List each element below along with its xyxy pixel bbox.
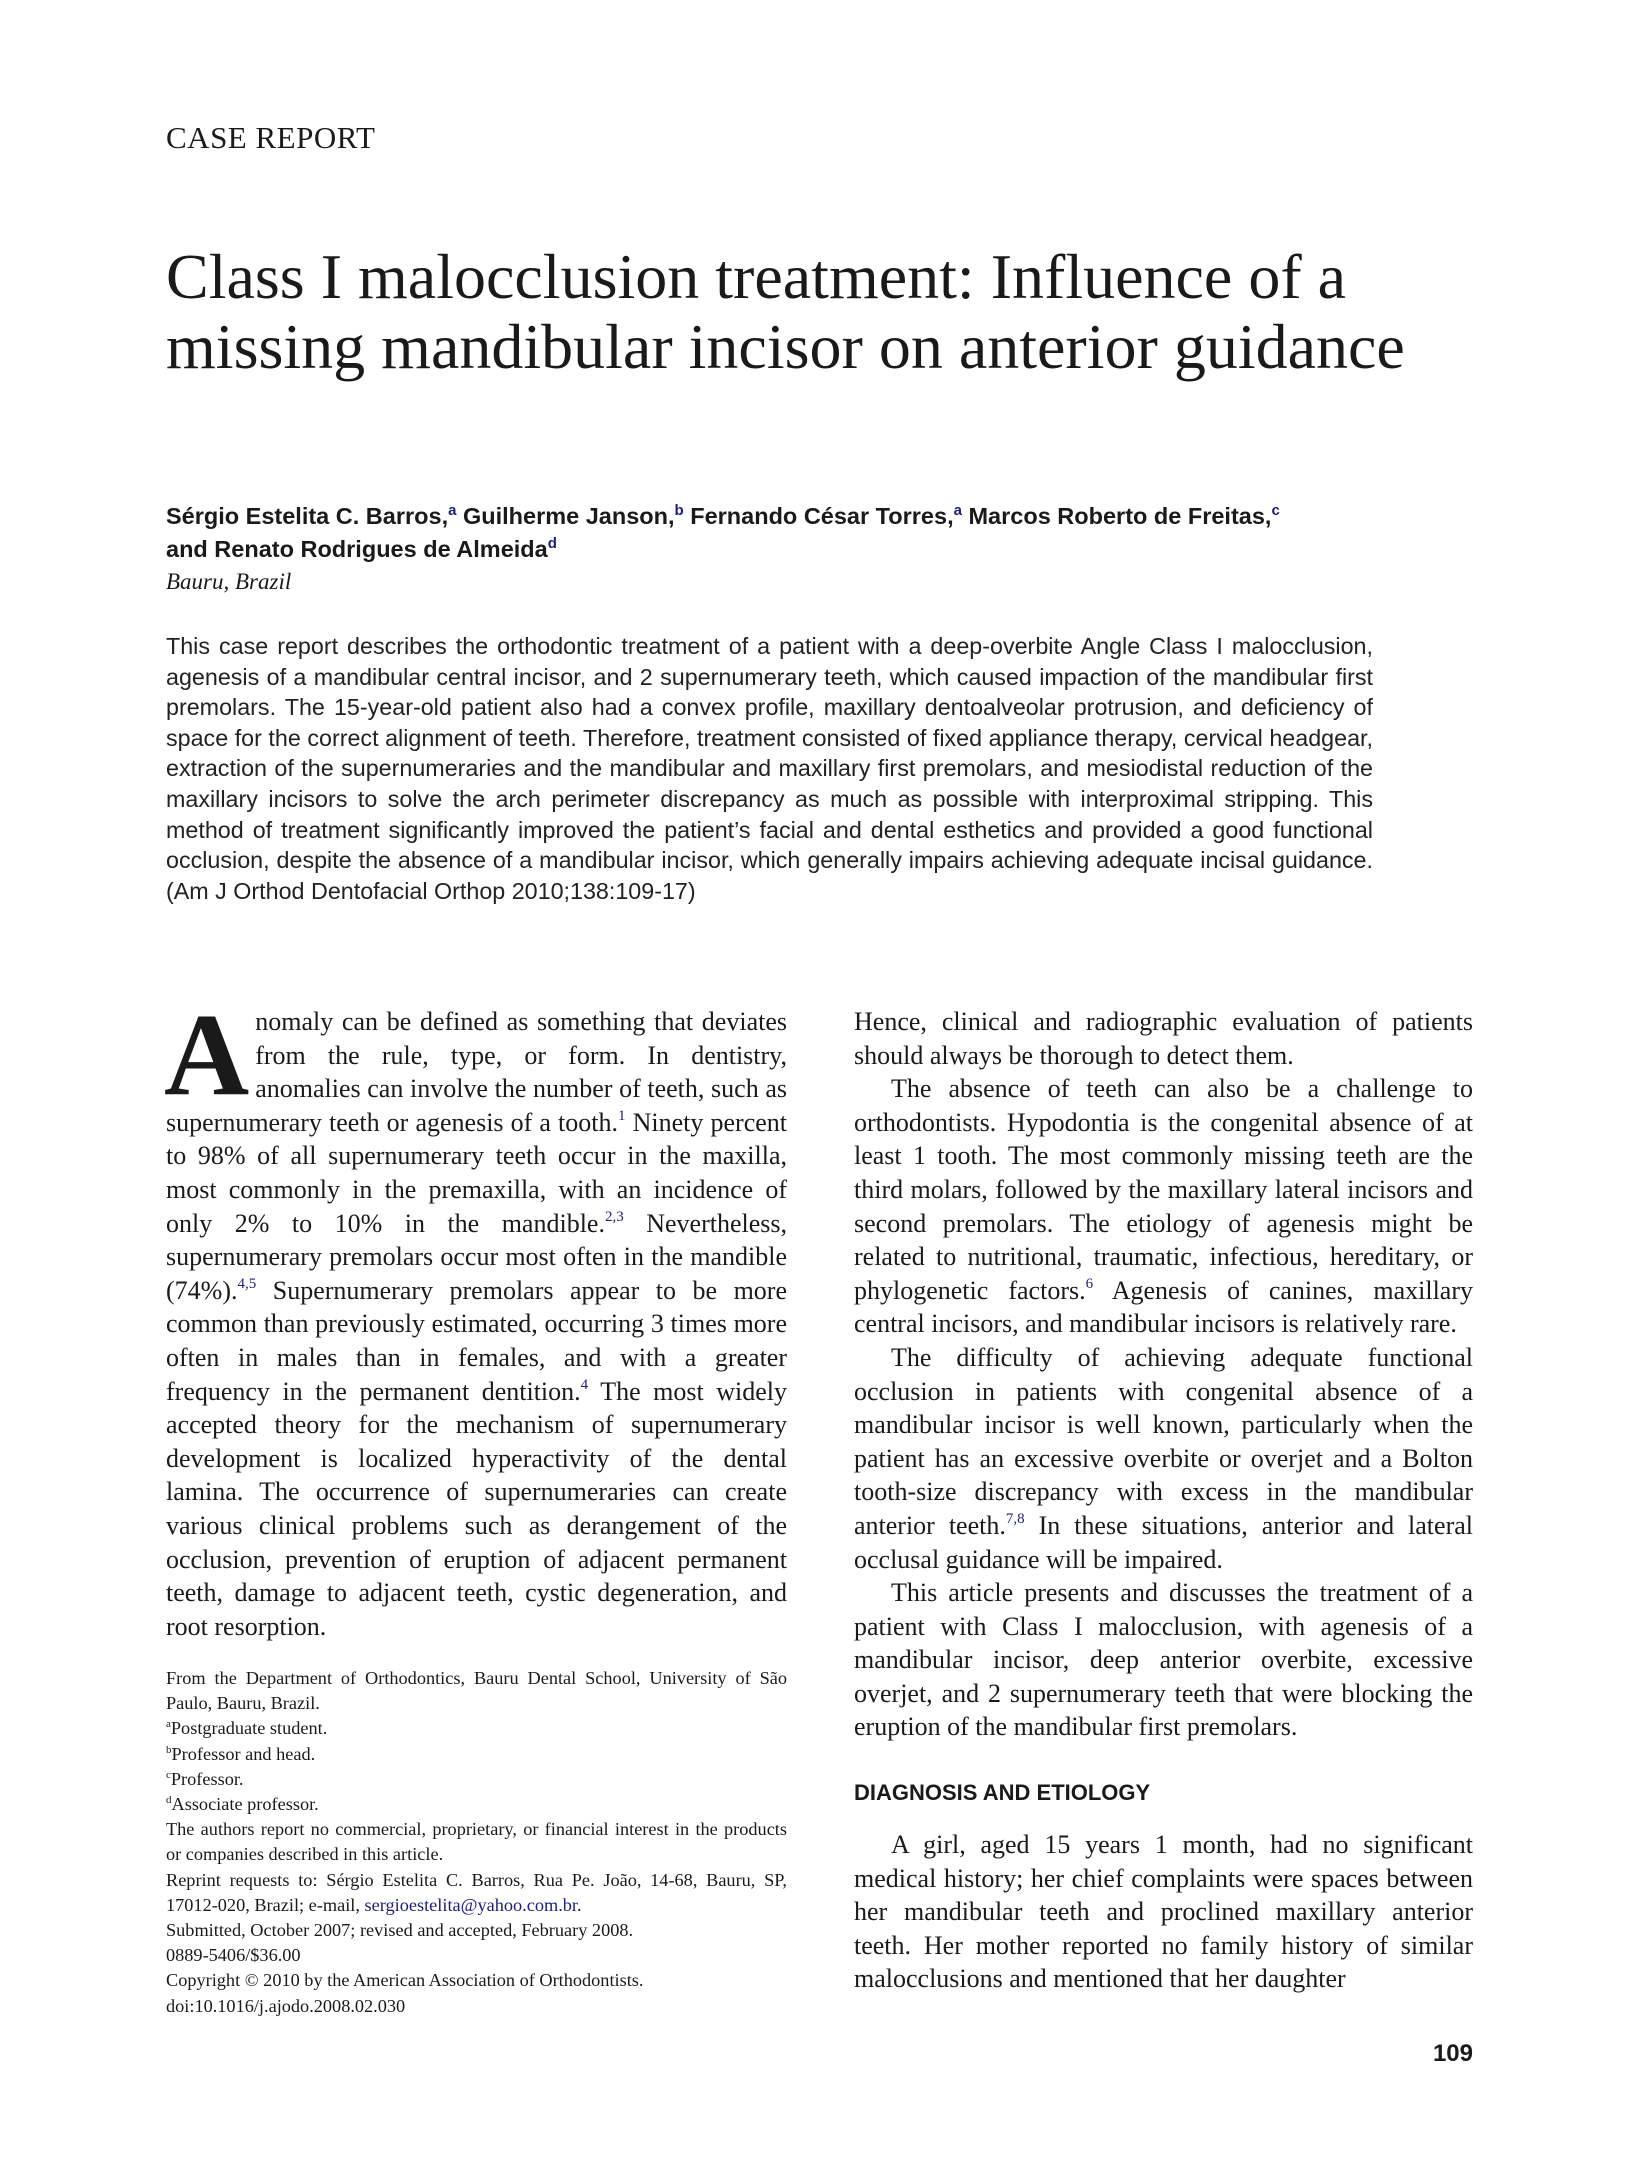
affiliation-marker: b (166, 1743, 172, 1756)
section-label: CASE REPORT (166, 120, 376, 155)
body-paragraph (854, 1576, 1473, 1744)
affiliation-marker: d (166, 1794, 172, 1807)
author-name: Marcos Roberto de Freitas, (961, 503, 1272, 529)
article-title: Class I malocclusion treatment: Influence of a missing mandibular incisor on anterior guidance (166, 241, 1405, 382)
reprint-text: Reprint requests to: Sérgio Estelita C. Barros, Rua Pe. João, 14-68, Bauru, SP, 17012-020, Brazil; e-mail, (166, 1869, 787, 1915)
author-affiliation-marker: a (953, 502, 962, 519)
author-affiliation-marker: b (674, 502, 684, 519)
paragraph-text: Agenesis of canines, maxillary central incisors, and mandibular incisors is relatively rare. (854, 1275, 1474, 1339)
paragraph-text: The most widely accepted theory for the mechanism of supernumerary development is localized hyperactivity of the dental lamina. The occurrence of supernumeraries can create various clinical problems such as derangement of the occlusion, prevention of eruption of adjacent permanent teeth, damage to adjacent teeth, cystic degeneration, and root resorption. (166, 1376, 787, 1641)
paragraph-text: This article presents and discusses the treatment of a patient with Class I malocclusion, with agenesis of a mandibular incisor, deep anterior overbite, excessive overjet, and 2 supernumerary teeth that were blocking the eruption of the mandibular first premolars. (854, 1578, 1473, 1742)
footnote-role (166, 1792, 787, 1817)
footnote-affiliation: From the Department of Orthodontics, Bauru Dental School, University of São Paulo, Bauru, Brazil. (166, 1668, 787, 1714)
affiliation-marker: c (166, 1768, 171, 1781)
role-text: Postgraduate student. (170, 1718, 328, 1739)
footnote-doi: doi:10.1016/j.ajodo.2008.02.030 (166, 1995, 406, 2016)
paragraph-text: The difficulty of achieving adequate functional occlusion in patients with congenital absence of a mandibular incisor is well known, particularly when the patient has an excessive overbite or overjet and a Bolton tooth-size discrepancy with excess in the mandibular anterior teeth. (854, 1342, 1473, 1540)
body-paragraph (164, 989, 787, 1643)
reference-citation[interactable]: 7,8 (1005, 1510, 1025, 1527)
author-name: and Renato Rodrigues de Almeida (166, 536, 548, 562)
body-paragraph (854, 1005, 1473, 1072)
reference-citation[interactable]: 6 (1085, 1275, 1094, 1292)
role-text: Professor. (170, 1768, 244, 1789)
author-name: Fernando César Torres, (683, 503, 954, 529)
role-text: Associate professor. (171, 1794, 319, 1815)
reference-citation[interactable]: 1 (618, 1107, 626, 1124)
body-paragraph (854, 1341, 1473, 1576)
role-text: Professor and head. (171, 1743, 316, 1764)
footnote-roles (166, 1716, 787, 1817)
author-location: Bauru, Brazil (166, 569, 292, 594)
paragraph-text: Hence, clinical and radiographic evaluation of patients should always be thorough to detect them. (854, 1007, 1473, 1070)
footnote-issn: 0889-5406/$36.00 (166, 1945, 301, 1966)
body-column-right (854, 1005, 1473, 1996)
email-link[interactable]: sergioestelita@yahoo.com.br (364, 1894, 577, 1915)
body-paragraph (854, 1072, 1473, 1341)
footnotes (166, 1666, 787, 2019)
drop-cap: A (164, 989, 250, 1120)
footnote-submitted: Submitted, October 2007; revised and accepted, February 2008. (166, 1920, 634, 1941)
author-name: Guilherme Janson, (456, 503, 675, 529)
footnote-reprint (166, 1868, 787, 1918)
reference-citation[interactable]: 4 (580, 1376, 589, 1393)
paragraph-text: Nevertheless, supernumerary premolars occur most often in the mandible (74%). (166, 1208, 787, 1305)
footnote-role (166, 1767, 787, 1792)
author-name: Sérgio Estelita C. Barros, (166, 503, 449, 529)
reprint-suffix: . (576, 1894, 582, 1915)
paragraph-text: The absence of teeth can also be a challenge to orthodontists. Hypodontia is the congenital absence of at least 1 tooth. The most commonly missing teeth are the third molars, followed by the maxillary lateral incisors and second premolars. The etiology of agenesis might be related to nutritional, traumatic, infectious, hereditary, or phylogenetic factors. (854, 1074, 1473, 1305)
body-column-left (164, 989, 787, 1643)
page-number: 109 (1432, 2040, 1473, 2067)
paragraph-text: Supernumerary premolars appear to be more common than previously estimated, occurring 3 times more often in males than in females, and with a greater frequency in the permanent dentition. (166, 1275, 787, 1406)
paragraph-text: A girl, aged 15 years 1 month, had no significant medical history; her chief complaints were spaces between her mandibular teeth and proclined maxillary anterior teeth. Her mother reported no family history of similar malocclusions and mentioned that her daughter (854, 1830, 1473, 1994)
author-list (166, 500, 1466, 566)
section-heading: DIAGNOSIS AND ETIOLOGY (854, 1780, 1151, 1806)
author-affiliation-marker: a (448, 502, 457, 519)
author-affiliation-marker: d (547, 535, 557, 552)
paragraph-text: Ninety percent to 98% of all supernumerary teeth occur in the maxilla, most commonly in the premaxilla, with an incidence of only 2% to 10% in the mandible. (166, 1107, 787, 1238)
paragraph-text: nomaly can be defined as something that deviates from the rule, type, or form. In dentistry, anomalies can involve the number of teeth, such as supernumerary teeth or agenesis of a tooth. (166, 1007, 787, 1137)
reference-citation[interactable]: 2,3 (604, 1208, 624, 1225)
reference-citation[interactable]: 4,5 (237, 1275, 257, 1292)
footnote-role (166, 1716, 787, 1741)
body-paragraph (854, 1828, 1473, 1996)
author-affiliation-marker: c (1271, 502, 1280, 519)
affiliation-marker: a (166, 1718, 171, 1731)
footnote-disclosure: The authors report no commercial, proprietary, or financial interest in the products or companies described in this article. (166, 1819, 787, 1865)
abstract: This case report describes the orthodontic treatment of a patient with a deep-overbite Angle Class I malocclusion, agenesis of a mandibular central incisor, and 2 supernumerary teeth, which caused impaction of the mandibular first premolars. The 15-year-old patient also had a convex profile, maxillary dentoalveolar protrusion, and deficiency of space for the correct alignment of teeth. Therefore, treatment consisted of fixed appliance therapy, cervical headgear, extraction of the supernumeraries and the mandibular and maxillary first premolars, and mesiodistal reduction of the maxillary incisors to solve the arch perimeter discrepancy as much as possible with interproximal stripping. This method of treatment significantly improved the patient’s facial and dental esthetics and provided a good functional occlusion, despite the absence of a mandibular incisor, which generally impairs achieving adequate incisal guidance. (Am J Orthod Dentofacial Orthop 2010;138:109-17) (166, 633, 1373, 904)
footnote-copyright: Copyright © 2010 by the American Association of Orthodontists. (166, 1970, 644, 1991)
paragraph-text: In these situations, anterior and lateral occlusal guidance will be impaired. (854, 1510, 1473, 1574)
footnote-role (166, 1742, 787, 1767)
